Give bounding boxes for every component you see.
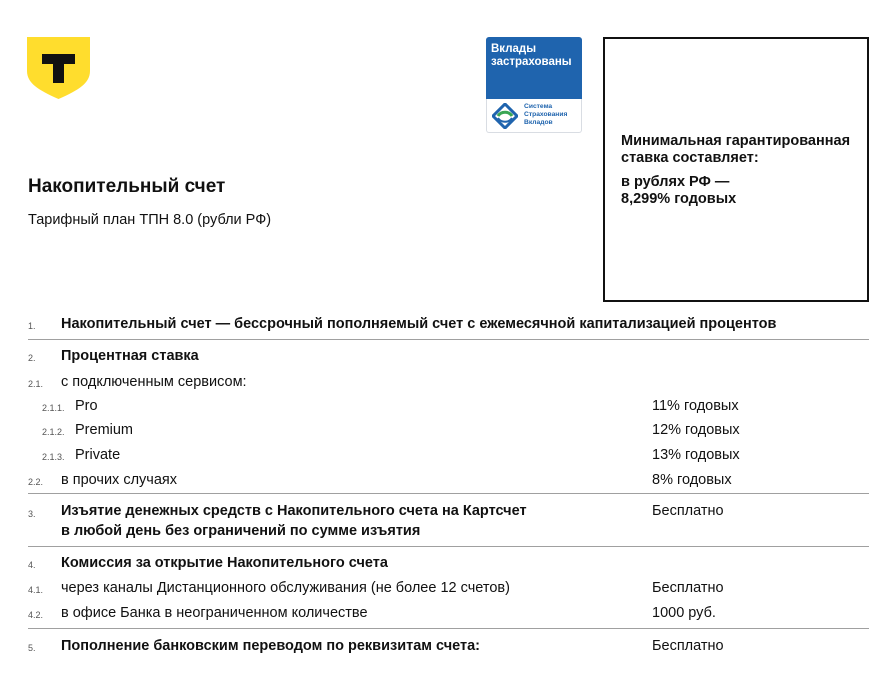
bank-logo <box>27 37 90 99</box>
row-number: 2. <box>28 353 36 363</box>
row-label: Комиссия за открытие Накопительного счета <box>61 555 388 571</box>
row-number: 2.1.1. <box>42 403 65 413</box>
row-divider <box>28 546 869 547</box>
row-label <box>61 501 527 541</box>
page-title: Накопительный счет <box>28 176 226 197</box>
guaranteed-rate-value <box>621 174 861 208</box>
badge-sys-line-1: Система <box>524 103 553 110</box>
row-label: Процентная ставка <box>61 348 199 364</box>
row-divider <box>28 339 869 340</box>
guaranteed-rate-heading <box>621 133 861 167</box>
rate-line-3: в рублях РФ — <box>621 174 730 190</box>
row-number: 2.1. <box>28 379 44 389</box>
row-value: 11% годовых <box>652 398 739 414</box>
row-value: 12% годовых <box>652 422 740 438</box>
row-value: Бесплатно <box>652 580 724 596</box>
row-label: через каналы Дистанционного обслуживания (не более 12 счетов) <box>61 580 510 596</box>
tariff-plan-subtitle: Тарифный план ТПН 8.0 (рубли РФ) <box>28 212 272 228</box>
badge-sys-line-3: Вкладов <box>524 119 553 127</box>
row-number: 4. <box>28 560 36 570</box>
row-number: 2.1.3. <box>42 452 65 462</box>
row-value: Бесплатно <box>652 503 724 519</box>
rate-line-2: ставка составляет: <box>621 150 759 166</box>
row-value: 13% годовых <box>652 447 740 463</box>
row-number: 5. <box>28 643 36 653</box>
badge-line-2: застрахованы <box>491 56 572 68</box>
row-number: 2.1.2. <box>42 427 65 437</box>
badge-system-name <box>524 103 567 128</box>
row-number: 3. <box>28 509 36 519</box>
row-label: Pro <box>75 398 98 414</box>
rate-line-4: 8,299% годовых <box>621 191 737 207</box>
insurance-system-icon <box>492 103 518 129</box>
row-value: 8% годовых <box>652 472 732 488</box>
row-number: 2.2. <box>28 477 44 487</box>
row-label: Premium <box>75 422 134 438</box>
row-label-line-2: в любой день без ограничений по сумме изъятия <box>61 523 421 539</box>
row-label: Пополнение банковским переводом по реквизитам счета: <box>61 638 480 654</box>
row-divider <box>28 628 869 629</box>
row-number: 1. <box>28 321 36 331</box>
badge-line-1: Вклады <box>491 43 537 55</box>
row-label: Накопительный счет — бессрочный пополняемый счет с ежемесячной капитализацией процентов <box>61 316 777 332</box>
badge-sys-line-2: Страхования <box>524 111 568 119</box>
guaranteed-rate-box <box>603 37 869 302</box>
row-value: Бесплатно <box>652 638 724 654</box>
row-number: 4.1. <box>28 585 44 595</box>
deposit-insurance-badge <box>486 37 582 133</box>
rate-line-1: Минимальная гарантированная <box>621 133 851 149</box>
row-divider <box>28 493 869 494</box>
row-label: Private <box>75 447 121 463</box>
row-label: в офисе Банка в неограниченном количестве <box>61 605 368 621</box>
badge-title <box>486 37 582 99</box>
row-number: 4.2. <box>28 610 44 620</box>
row-label: в прочих случаях <box>61 472 178 488</box>
row-value: 1000 руб. <box>652 605 716 621</box>
row-label-line-1: Изъятие денежных средств с Накопительного счета на Картсчет <box>61 503 527 519</box>
row-label: с подключенным сервисом: <box>61 374 247 390</box>
